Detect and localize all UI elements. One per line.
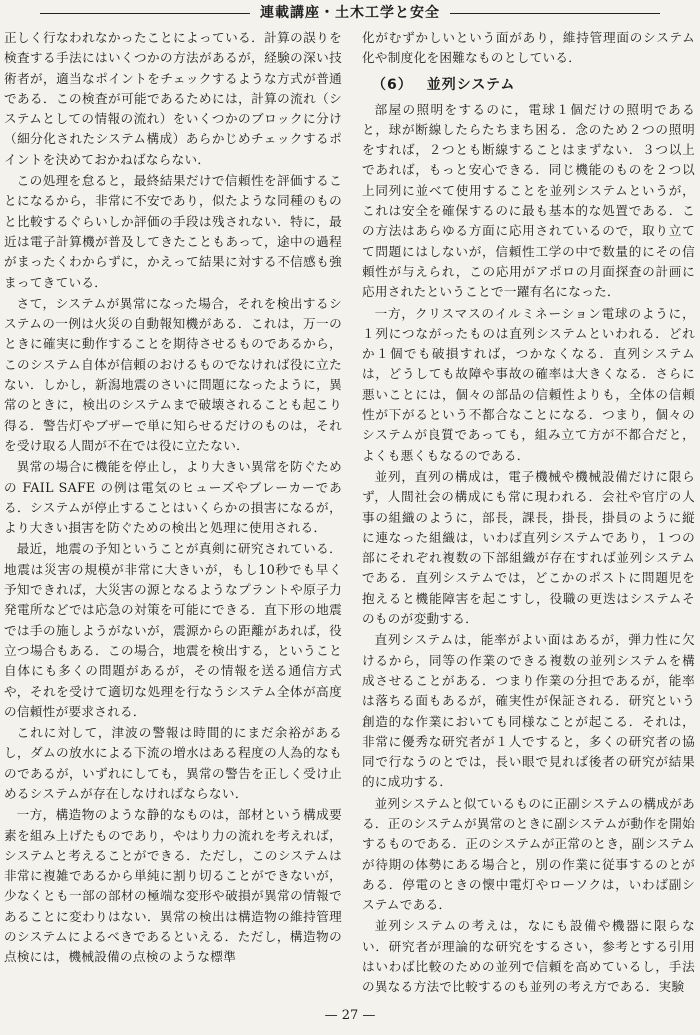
- paragraph: これに対して，津波の警報は時間的にまだ余裕があるし，ダムの放水による下流の増水はある程度の人為的なものであるが，いずれにしても，異常の警告を正しく受け止めるシステムが存在しなければならない．: [4, 725, 342, 801]
- paragraph: 並列，直列の構成は，電子機械や機械設備だけに限らず，人間社会の構成にも常に現われる．会社や官庁の人事の組織のように，部長，課長，掛長，掛員のように縦に連なった組織は，いわば直列システムであり，１つの部にそれぞれ複数の下部組織が存在すれば並列システムである．直列システムでは，どこかのポストに問題児を抱えると機能障害を起こすし，役職の更迭はシステムそのものが変動する．: [362, 468, 695, 627]
- left-text-column: [4, 28, 342, 1008]
- paragraph: 一方，構造物のような静的なものは，部材という構成要素を組み上げたものであり，やはり力の流れを考えれば，システムと考えることができる．ただし，このシステムは非常に複雑であるから単純に割り切ることができないが，少なくとも一部の部材の極端な変形や破損が異常の情報であることに変わりはない．異常の検出は構造物の維持管理のシステムによるべきであるといえる．ただし，構造物の点検には，機械設備の点検のような標準: [4, 807, 342, 965]
- section-number: （6）: [372, 76, 413, 93]
- page-number: — 27 —: [324, 1008, 376, 1023]
- section-title: 並列システム: [426, 76, 516, 93]
- right-text-column: [362, 28, 695, 1008]
- paragraph: 一方，クリスマスのイルミネーション電球のように，１列につながったものは直列システムといわれる．どれか１個でも破損すれば，つかなくなる．直列システムは，どうしても故障や事故の確率は大きくなる．さらに悪いことには，個々の部品の信頼性よりも，全体の信頼性が下がるという不都合なことになる．つまり，個々のシステムが良質であっても，組み立て方が不都合だと，よくも悪くもなるのである．: [362, 305, 695, 463]
- paragraph: さて，システムが異常になった場合，それを検出するシステムの一例は火災の自動報知機がある．これは，万一のときに確実に動作することを期待させるものであるから，このシステム自体が信頼のおけるものでなければ役に立たない．しかし，新潟地震のさいに問題になったように，異常のときに，検出のシステムまで破壊されることも起こり得る．警告灯やブザーで単に知らせるだけのものは，それを受け取る人間が不在では役に立たない．: [4, 295, 342, 453]
- paragraph: 部屋の照明をするのに，電球１個だけの照明であると，球が断線したらたちまち困る．念のため２つの照明をすれば，２つとも断線することはまずない．３つ以上であれば，もっと安心できる．同じ機能のものを２つ以上同列に並べて使用することを並列システムというが，これは安全を確保するのに最も基本的な処置である．この方法はあらゆる方面に応用されているので，取り立てて問題にはしないが，信頼性工学の中で数量的にその信頼性が与えられ，この応用がアポロの月面探査の計画に応用されたということで一躍有名になった．: [362, 101, 695, 300]
- paragraph: 直列システムは，能率がよい面はあるが，弾力性に欠けるから，同等の作業のできる複数の並列システムを構成させることがある．つまり作業の分担であるが，能率は落ちる面もあるが，確実性が保証される．研究という創造的な作業においても同様なことが起こる．それは，非常に優秀な研究者が１人ですると，多くの研究者の協同で行なうのとでは，長い眼で見れば後者の研究が結果的に成功する．: [362, 632, 695, 790]
- paragraph: 最近，地震の予知ということが真剣に研究されている．地震は災害の規模が非常に大きいが，もし10秒でも早く予知できれば，大災害の源となるようなプラントや原子力発電所などでは応急の対策を可能にできる．直下形の地震では手の施しようがないが，震源からの距離があれば，役立つ場合もある．この場合，地震を検出する，ということ自体にも多くの問題があるが，その情報を送る通信方式や，それを受けて適切な処理を行なうシステム全体が高度の信頼性が要求される．: [4, 541, 342, 719]
- series-title: 連載講座・土木工学と安全: [250, 2, 450, 22]
- paragraph: この処理を怠ると，最終結果だけで信頼性を評価することになるから，非常に不安であり，似たような同種のものと比較するぐらいしか評価の手段は残されない．特に，最近は電子計算機が普及してきたこともあって，途中の過程がまったくわからずに，かえって結果に対する不信感も強まってきている．: [4, 173, 342, 290]
- paragraph: 化がむずかしいという面があり，維持管理面のシステム化や制度化を困難なものとしている．: [362, 30, 695, 66]
- page-header: [0, 0, 700, 24]
- section-heading: [362, 74, 695, 94]
- paragraph: 並列システムの考えは，なにも設備や機器に限らない．研究者が理論的な研究をするさい，参考とする引用はいわば比較のための並列で信頼を高めているし，手法の異なる方法で比較するのも並列の考え方である．実験: [362, 918, 695, 995]
- paragraph: 正しく行なわれなかったことによっている．計算の誤りを検査する手法にはいくつかの方法があるが，経験の深い技術者が，適当なポイントをチェックするような方式が普通である．この検査が可能であるためには，計算の流れ（システムとしての情報の流れ）をいくつかのブロックに分け（細分化されたシステム構成）あらかじめチェックするポイントを決めておかねばならない．: [4, 30, 342, 167]
- paragraph: 異常の場合に機能を停止し，より大きい異常を防ぐための FAIL SAFE の例は電気のヒューズやブレーカーである．システムが停止することはいくらかの損害になるが，より大きい損害を防ぐための検出と処理に使用される．: [4, 459, 342, 536]
- paragraph: 並列システムと似ているものに正副システムの構成がある．正のシステムが異常のときに副システムが動作を開始するものである．正のシステムが正常のとき，副システムが待期の体勢にある場合と，別の作業に従事するのとがある．停電のときの懐中電灯やローソクは，いわば副システムである．: [362, 795, 695, 913]
